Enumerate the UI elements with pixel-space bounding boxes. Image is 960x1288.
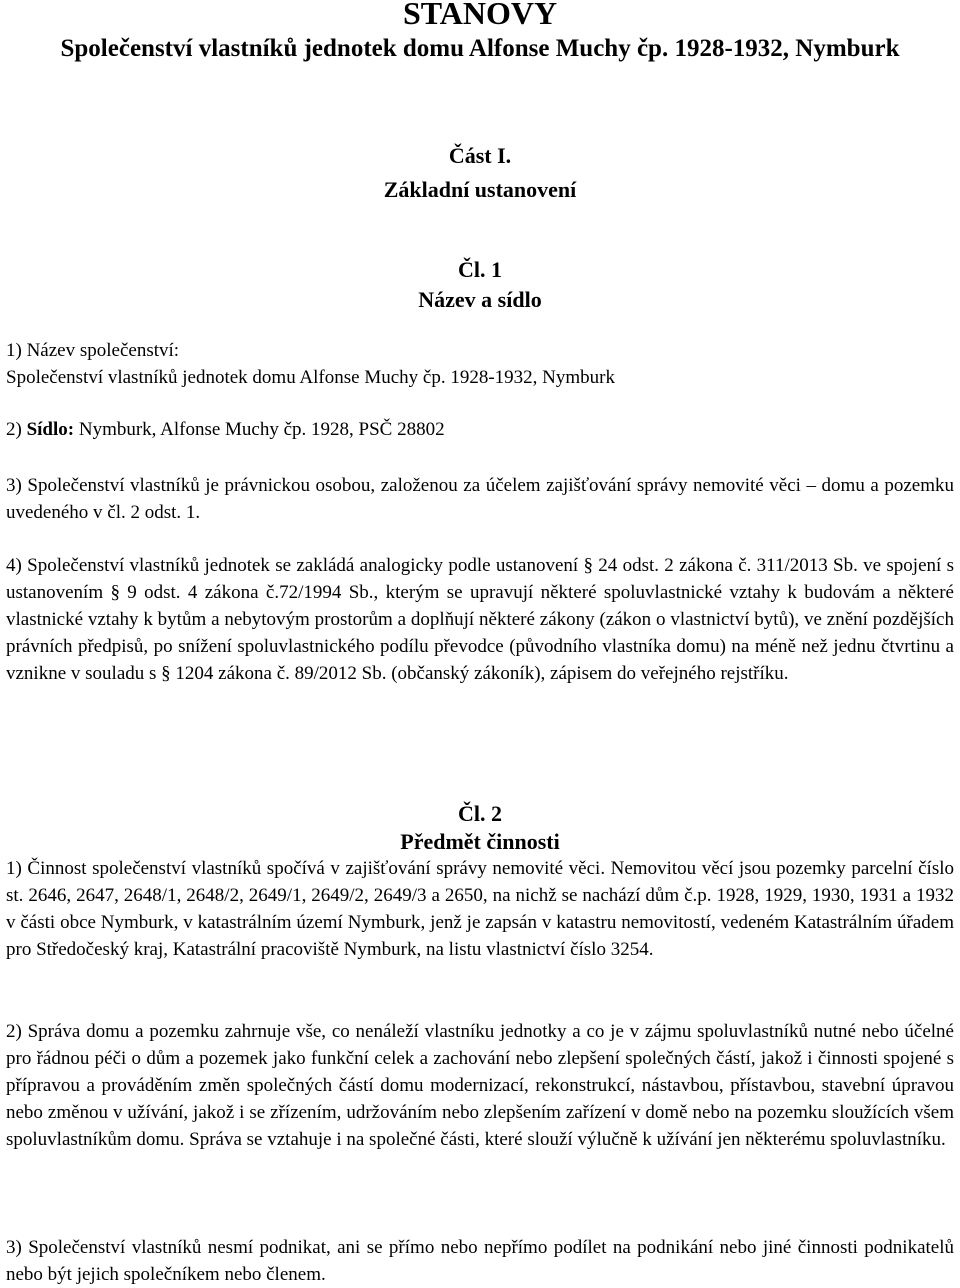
article1-p3: 3) Společenství vlastníků je právnickou osobou, založenou za účelem zajišťování správy nemovité věci – domu a pozemku uvedeného v čl. 2 odst. 1. [6, 475, 954, 523]
article1-heading: Název a sídlo [418, 287, 542, 312]
part-label: Část I. [448, 143, 512, 168]
article1-p2-prefix: 2) [6, 419, 27, 440]
article1-p1-label: 1) Název společenství: [6, 340, 180, 361]
article2-p1: 1) Činnost společenství vlastníků spočívá v zajišťování správy nemovité věci. Nemovitou věcí jsou pozemky parcelní číslo st. 2646, 2647, 2648/1, 2648/2, 2649/1, 2649/2, 2649/3 a 2650, na nichž se nachází dům č.p. 1928, 1929, 1930, 1931 a 1932 v části obce Nymburk, v katastrálním území Nymburk, jenž je zapsán v katastru nemovitostí, vedeném Katastrálním úřadem pro Středočeský kraj, Katastrální pracoviště Nymburk, na listu vlastnictví číslo 3254. [6, 858, 954, 960]
article1-p2-label: Sídlo: [26, 419, 75, 440]
article1-p2 [6, 416, 954, 443]
article2-p3: 3) Společenství vlastníků nesmí podnikat, ani se přímo nebo nepřímo podílet na podnikání nebo jiné činnosti podnikatelů nebo být jejich společníkem nebo členem. [6, 1237, 954, 1285]
article2-number: Čl. 2 [458, 801, 502, 826]
article2-heading: Předmět činnosti [400, 829, 560, 854]
document-title: STANOVY [402, 0, 558, 31]
article1-p4: 4) Společenství vlastníků jednotek se zakládá analogicky podle ustanovení § 24 odst. 2 zákona č. 311/2013 Sb. ve spojení s ustanovením § 9 odst. 4 zákona č.72/1994 Sb., kterým se upravují některé spoluvlastnické vztahy k budovám a některé vlastnické vztahy k bytům a nebytovým prostorům a doplňují některé zákony (zákon o vlastnictví bytů), ve znění pozdějších právních předpisů, po snížení spoluvlastnického podílu převodce (původního vlastníka domu) na méně než jednu čtvrtinu a vznikne v souladu s § 1204 zákona č. 89/2012 Sb. (občanský zákoník), zápisem do veřejného rejstříku. [6, 555, 954, 684]
article1-number: Čl. 1 [458, 257, 502, 282]
document-subtitle: Společenství vlastníků jednotek domu Alfonse Muchy čp. 1928-1932, Nymburk [60, 35, 900, 62]
article1-p1-value: Společenství vlastníků jednotek domu Alfonse Muchy čp. 1928-1932, Nymburk [6, 367, 615, 388]
part-name: Základní ustanovení [383, 177, 577, 202]
article1-p2-value: Nymburk, Alfonse Muchy čp. 1928, PSČ 28802 [74, 419, 445, 440]
article2-p2: 2) Správa domu a pozemku zahrnuje vše, co nenáleží vlastníku jednotky a co je v zájmu spoluvlastníků nutné nebo účelné pro řádnou péči o dům a pozemek jako funkční celek a zachování nebo zlepšení společných částí, jakož i činnosti spojené s přípravou a prováděním změn společných částí domu modernizací, rekonstrukcí, nástavbou, přístavbou, stavební úpravou nebo změnou v užívání, jakož i se zřízením, udržováním nebo zlepšením zařízení v domě nebo na pozemku sloužících všem spoluvlastníkům domu. Správa se vztahuje i na společné části, které slouží výlučně k užívání jen některému spoluvlastníku. [6, 1021, 954, 1150]
